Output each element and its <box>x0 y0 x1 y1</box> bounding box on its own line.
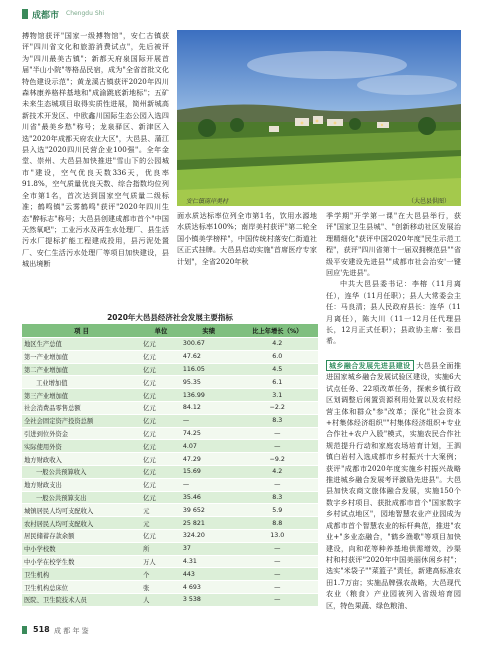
growth-cell: — <box>237 568 318 581</box>
unit-cell: 所 <box>141 542 181 555</box>
growth-cell: 8.3 <box>237 414 318 427</box>
table-row <box>22 542 318 555</box>
value-cell: 74.25 <box>181 427 237 440</box>
table-row <box>22 414 318 427</box>
growth-cell: — <box>237 593 318 606</box>
indicator-name-cell: 引进到位外资金 <box>22 427 141 440</box>
value-cell: 84.12 <box>181 401 237 414</box>
table-row <box>22 338 318 351</box>
indicator-name-cell: 中小学在校学生数 <box>22 555 141 568</box>
photo-caption: 安仁镇南岸美村 <box>186 198 229 205</box>
table-row <box>22 491 318 504</box>
table-row <box>22 529 318 542</box>
value-cell: 35.46 <box>181 491 237 504</box>
indicator-name-cell: 地方财政支出 <box>22 478 141 491</box>
unit-cell: 亿元 <box>141 491 181 504</box>
value-cell: 4.31 <box>181 555 237 568</box>
unit-cell: 亿元 <box>141 389 181 402</box>
indicator-name-cell: 居民储蓄存款余额 <box>22 529 141 542</box>
indicator-name-cell: 医院、卫生院技术人员 <box>22 593 141 606</box>
table-header-row <box>22 324 318 338</box>
table-row <box>22 453 318 466</box>
column-header: 实绩 <box>181 324 237 338</box>
unit-cell: 亿元 <box>141 414 181 427</box>
indicator-name-cell: 地区生产总值 <box>22 338 141 351</box>
unit-cell: 亿元 <box>141 453 181 466</box>
table-row <box>22 504 318 517</box>
table-title: 2020年大邑县经济社会发展主要指标 <box>107 313 233 322</box>
growth-cell: 3.1 <box>237 389 318 402</box>
value-cell: 4 693 <box>181 581 237 594</box>
value-cell: 25 821 <box>181 517 237 530</box>
indicator-name-cell: 地方财政收入 <box>22 453 141 466</box>
column-header: 单位 <box>141 324 181 338</box>
paragraph: 搏物馆获评"国家一级搏物馆"，安仁古镇获评"四川省文化和旅游消费试点"，先后被评为"四川最美古镇"；新都天府泉国际开展首届"半山小院"等格品民宿，成为"全省首批文化特色建设示范"；黄龙溪古镇获评2020年四川森林康养格样基地和"成渝跳底新地标"；五矿未来生态城项目取得实质性进展，简州新城高新技术开发区、中欧鑫川国际生态公园入选四川省"最美乡愁"称号；龙泉驿区、新津区入选"2020年成都天府农业大区"，大邑县、蒲江县入选"2020四川民营企业100强"。全年金堂、崇州、大邑县加快推进"雪山下的公园城市"建设，空气优良天数336天，优良率91.8%，空气质量优良天数、综合指数均位列全市第1名，首次达到国家空气质量二级标准；鹤鸣镇"云雾鹤鸣"获评"2020年四川生态"醉标志"称号；大邑县创建成都市首个"中国天然氧吧"；工业污水及再生水处理厂、县生活污水厂提标扩能工程建成投用，县污泥处置厂、安仁生活污水处理厂等项目加快建设，县城出境断 <box>22 31 169 269</box>
indicator-name-cell: 社会消费品零售总额 <box>22 401 141 414</box>
growth-cell: 4.5 <box>237 363 318 376</box>
unit-cell: 亿元 <box>141 440 181 453</box>
value-cell: 37 <box>181 542 237 555</box>
growth-cell: 4.2 <box>237 338 318 351</box>
growth-cell: — <box>237 427 318 440</box>
article-column-2 <box>177 210 317 267</box>
growth-cell: 4.2 <box>237 465 318 478</box>
table-row <box>22 427 318 440</box>
value-cell: 136.99 <box>181 389 237 402</box>
photo-credit: （大邑县供图） <box>408 198 451 205</box>
value-cell: 47.29 <box>181 453 237 466</box>
section-heading: 城乡融合发展先进县建设 <box>326 360 414 371</box>
growth-cell: 8.3 <box>237 491 318 504</box>
growth-cell: — <box>237 542 318 555</box>
unit-cell: 张 <box>141 581 181 594</box>
unit-cell: 亿元 <box>141 350 181 363</box>
footer-accent-bar <box>22 626 27 634</box>
table-row <box>22 401 318 414</box>
unit-cell: 个 <box>141 568 181 581</box>
paragraph: 大邑县全面推进国家城乡融合发展试验区建设，实施6大试点任务、22项改革任务，探索乡镇行政区划调整后闲置资源利用处置以及农村经营主体和群众"参"改革；深化"社会资本+村集体经济组织""村集体经济组织+专业合作社+农户入股"模式，实施农民合作社规范提升行动和家庭农场培育计划，王泗镇白岩村入选成都市乡村振兴十大案例；获评"成都市2020年度实施乡村振兴战略推进城乡融合发展考评激励先进县"。大邑县加快农商文旅体融合发展，实施150个数字乡村项目、获批成都市首个"国家数字乡村试点地区"，园地智慧农业产业园成为成都市首个智慧农业的标杆典范，推进"农业+"多业态融合，"鹤乡渔歌"等项目加快建设，向和花等种养基地供需增效，沙渠村和村获评"2020年中国美丽休闲乡村"；选实"米袋子""菜篮子"责任，新建高标准农田1.7万亩；实施品牌强农战略，大邑现代农业（粮食）产业园被列入省级培育园区，特色果蔬、绿色粮油、 <box>326 361 461 610</box>
unit-cell: 亿元 <box>141 363 181 376</box>
indicator-name-cell: 第一产业增加值 <box>22 350 141 363</box>
growth-cell: — <box>237 478 318 491</box>
book-name: 成 都 年 鉴 <box>54 627 89 635</box>
value-cell: — <box>181 414 237 427</box>
article-column-1 <box>22 30 169 270</box>
column-header: 比上年增长（%） <box>237 324 318 338</box>
table-row <box>22 363 318 376</box>
growth-cell: 13.0 <box>237 529 318 542</box>
unit-cell: 元 <box>141 517 181 530</box>
table-row <box>22 555 318 568</box>
growth-cell: — <box>237 440 318 453</box>
value-cell: 324.20 <box>181 529 237 542</box>
value-cell: — <box>181 478 237 491</box>
paragraph: 中共大邑县委书记：李榕（11月离任），连华（11月任职）；县人大常委会主任：马良清；县人民政府县长：连华（11月离任），陈大川（11一12月任代理县长，12月正式任职）；县政协主席：张昌希。 <box>326 279 461 346</box>
indicator-name-cell: 农村居民人均可支配收入 <box>22 517 141 530</box>
paragraph: 面水质达标率位列全市第1名，饮用水源地水质达标率100%；南岸美村获评"第二轮全国小镇美学榜样"，中国传统村落安仁街道社区正式挂牌。大邑县启动实施"首席医疗专家计划"，全省2020年秋 <box>177 211 317 266</box>
unit-cell: 亿元 <box>141 529 181 542</box>
column-header: 项 目 <box>22 324 141 338</box>
growth-cell: 6.0 <box>237 350 318 363</box>
value-cell: 4.07 <box>181 440 237 453</box>
article-column-3 <box>326 210 461 347</box>
indicator-name-cell: 一般公共预算收入 <box>22 465 141 478</box>
table-row <box>22 465 318 478</box>
value-cell: 95.35 <box>181 376 237 389</box>
growth-cell: — <box>237 555 318 568</box>
unit-cell: 亿元 <box>141 401 181 414</box>
article-section-urban-rural <box>326 360 461 611</box>
unit-cell: 元 <box>141 504 181 517</box>
indicator-name-cell: 第三产业增加值 <box>22 389 141 402</box>
table-row <box>22 350 318 363</box>
running-header-subtitle: Chengdu Shi <box>66 10 105 17</box>
growth-cell: — <box>237 581 318 594</box>
indicator-name-cell: 卫生机构总床位 <box>22 581 141 594</box>
page-number: 518 <box>33 625 50 634</box>
value-cell: 47.62 <box>181 350 237 363</box>
table-row <box>22 440 318 453</box>
table-row <box>22 517 318 530</box>
indicator-name-cell: 中小学校数 <box>22 542 141 555</box>
indicator-name-cell: 工业增加值 <box>22 376 141 389</box>
table-row <box>22 389 318 402</box>
indicator-name-cell: 卫生机构 <box>22 568 141 581</box>
value-cell: 15.69 <box>181 465 237 478</box>
running-header-title: 成都市 <box>32 11 60 21</box>
header-accent-bar <box>22 9 28 19</box>
unit-cell: 亿元 <box>141 478 181 491</box>
indicator-name-cell: 第二产业增加值 <box>22 363 141 376</box>
growth-cell: −9.2 <box>237 453 318 466</box>
unit-cell: 亿元 <box>141 427 181 440</box>
table-row <box>22 376 318 389</box>
growth-cell: 8.8 <box>237 517 318 530</box>
value-cell: 300.67 <box>181 338 237 351</box>
table-row <box>22 581 318 594</box>
indicator-name-cell: 实际使用外资 <box>22 440 141 453</box>
value-cell: 116.05 <box>181 363 237 376</box>
value-cell: 3 538 <box>181 593 237 606</box>
village-photo <box>177 30 461 206</box>
table-row <box>22 593 318 606</box>
growth-cell: 6.1 <box>237 376 318 389</box>
unit-cell: 亿元 <box>141 465 181 478</box>
table-row <box>22 478 318 491</box>
unit-cell: 万人 <box>141 555 181 568</box>
indicator-name-cell: 全社会固定资产投资总额 <box>22 414 141 427</box>
unit-cell: 人 <box>141 593 181 606</box>
indicator-table <box>22 324 318 607</box>
unit-cell: 亿元 <box>141 338 181 351</box>
indicator-name-cell: 城镇居民人均可支配收入 <box>22 504 141 517</box>
indicator-name-cell: 一般公共预算支出 <box>22 491 141 504</box>
growth-cell: 5.9 <box>237 504 318 517</box>
table-row <box>22 568 318 581</box>
value-cell: 443 <box>181 568 237 581</box>
growth-cell: −2.2 <box>237 401 318 414</box>
value-cell: 39 652 <box>181 504 237 517</box>
unit-cell: 亿元 <box>141 376 181 389</box>
paragraph: 季学期"开学第一课"在大邑县举行，获评"国家卫生县城"、"创新移动社区发展治理精细化"获评中国2020年度"民生示范工程"，获评"四川省第十一届双拥模范县""省级平安建设先进县""成都市社会治安'一键回应'先进县"。 <box>326 211 461 278</box>
